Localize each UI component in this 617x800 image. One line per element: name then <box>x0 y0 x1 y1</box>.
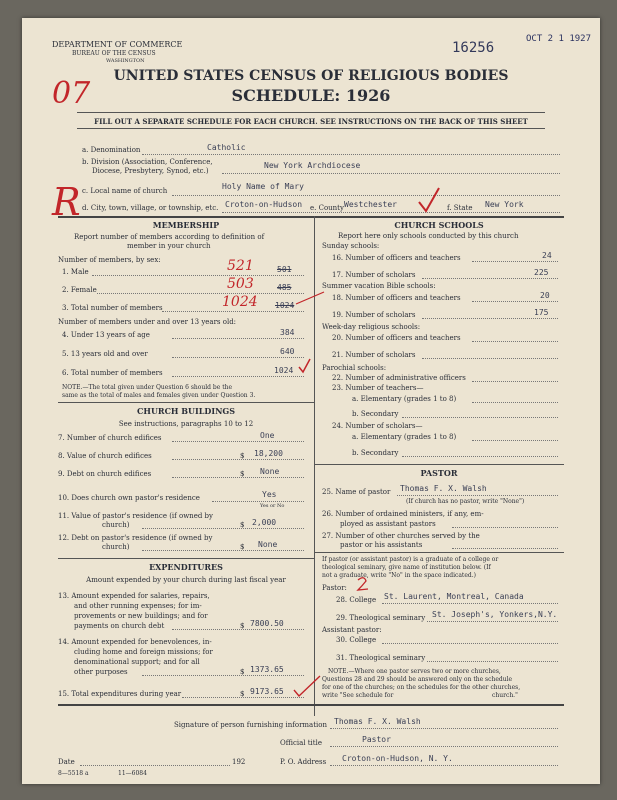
page-subtitle: SCHEDULE: 1926 <box>231 86 391 105</box>
q13-label-3: provements or new buildings; and for <box>74 612 208 620</box>
q24-label: 24. Number of scholars— <box>332 422 423 430</box>
weekday-label: Week-day religious schools: <box>322 323 421 331</box>
q16-value: 24 <box>542 251 552 260</box>
q12-label: 12. Debt on pastor's residence (if owned by <box>58 534 213 542</box>
membership-note-2: same as the total of males and females given under Question 3. <box>62 392 256 399</box>
membership-intro: Report number of members according to definition of <box>74 233 265 241</box>
dollar-sign: $ <box>240 521 245 529</box>
division-label-2: Diocese, Presbytery, Synod, etc.) <box>92 167 209 175</box>
q7-value: One <box>260 431 275 440</box>
q15-value: 9173.65 <box>250 687 284 696</box>
q16-label: 16. Number of officers and teachers <box>332 254 461 262</box>
q12-label-2: church) <box>102 543 130 551</box>
dollar-sign: $ <box>240 452 245 460</box>
county-label: e. County <box>310 204 344 212</box>
q25-label: 25. Name of pastor <box>322 488 391 496</box>
q9-value: None <box>260 467 280 476</box>
membership-intro-2: member in your church <box>127 242 211 250</box>
dollar-sign: $ <box>240 622 245 630</box>
q1-typed-value: 501 <box>277 265 292 274</box>
print-number: 11—6084 <box>118 770 147 777</box>
buildings-sub: See instructions, paragraphs 10 to 12 <box>118 420 254 428</box>
checkmark-icon <box>292 674 322 698</box>
q8-label: 8. Value of church edifices <box>58 452 152 460</box>
q28-label: 28. College <box>336 596 377 604</box>
arrow-mark-icon <box>294 290 328 306</box>
census-schedule <box>22 18 600 784</box>
dollar-sign: $ <box>240 543 245 551</box>
q22-label: 22. Number of administrative officers <box>332 374 466 382</box>
q13-label-4: payments on church debt <box>74 622 165 630</box>
denomination-label: a. Denomination <box>82 146 141 154</box>
by-sex-label: Number of members, by sex: <box>58 256 161 264</box>
checkmark-icon <box>417 186 441 214</box>
summer-label: Summer vacation Bible schools: <box>322 282 436 290</box>
q10-hint: Yes or No <box>260 503 285 509</box>
handwritten-mark-icon <box>356 576 370 592</box>
state-value: New York <box>485 200 524 209</box>
q14-label: 14. Amount expended for benevolences, in- <box>58 638 212 646</box>
q27-label-2: pastor or his assistants <box>340 541 423 549</box>
q2-typed-value: 485 <box>277 283 292 292</box>
address-value: Croton-on-Hudson, N. Y. <box>342 754 453 763</box>
city-label: WASHINGTON <box>106 58 145 64</box>
q24b-label: b. Secondary <box>352 449 399 457</box>
q8-value: 18,200 <box>254 449 283 458</box>
parochial-label: Parochial schools: <box>322 364 387 372</box>
q21-label: 21. Number of scholars <box>332 351 416 359</box>
schedule-number: 16256 <box>452 40 495 56</box>
grad-note-2: theological seminary, give name of institution below. (If <box>322 564 491 571</box>
denomination-value: Catholic <box>207 143 246 152</box>
title-value: Pastor <box>362 735 391 744</box>
q14-label-3: denominational support; and for all <box>74 658 200 666</box>
pastor-note: NOTE.—Where one pastor serves two or more churches, <box>328 668 501 675</box>
dollar-sign: $ <box>240 470 245 478</box>
q18-label: 18. Number of officers and teachers <box>332 294 461 302</box>
q24a-label: a. Elementary (grades 1 to 8) <box>352 433 457 441</box>
q23b-label: b. Secondary <box>352 410 399 418</box>
q25-value: Thomas F. X. Walsh <box>400 484 487 493</box>
membership-note: NOTE.—The total given under Question 6 should be the <box>62 384 233 391</box>
q9-label: 9. Debt on church edifices <box>58 470 152 478</box>
q23a-label: a. Elementary (grades 1 to 8) <box>352 395 457 403</box>
q17-value: 225 <box>534 268 549 277</box>
q11-value: 2,000 <box>252 518 277 527</box>
q26-label: 26. Number of ordained ministers, if any, em- <box>322 510 484 518</box>
q3-label: 3. Total number of members <box>62 304 163 312</box>
q20-label: 20. Number of officers and teachers <box>332 334 461 342</box>
grad-note: If pastor (or assistant pastor) is a graduate of a college or <box>322 556 499 563</box>
pastor-note-4: write "See schedule for <box>322 692 394 699</box>
q23-label: 23. Number of teachers— <box>332 384 424 392</box>
q11-label-2: church) <box>102 521 130 529</box>
title-label: Official title <box>280 739 322 747</box>
q26-label-2: ployed as assistant pastors <box>340 520 436 528</box>
buildings-heading: CHURCH BUILDINGS <box>137 406 235 416</box>
q2-label: 2. Female <box>62 286 97 294</box>
q5-label: 5. 13 years old and over <box>62 350 148 358</box>
expenditures-heading: EXPENDITURES <box>149 562 223 572</box>
church-name-label: c. Local name of church <box>82 187 168 195</box>
assistant-label: Assistant pastor: <box>322 626 382 634</box>
q13-label: 13. Amount expended for salaries, repairs, <box>58 592 210 600</box>
signature-label: Signature of person furnishing information <box>174 721 328 729</box>
city-field-label: d. City, town, village, or township, etc. <box>82 204 219 212</box>
checkmark-icon <box>298 358 312 374</box>
instruction-line: FILL OUT A SEPARATE SCHEDULE FOR EACH CHURCH. SEE INSTRUCTIONS ON THE BACK OF THIS SHEET <box>94 117 528 126</box>
q19-label: 19. Number of scholars <box>332 311 416 319</box>
q25-hint: (If church has no pastor, write "None") <box>406 498 525 505</box>
q13-label-2: and other running expenses; for im- <box>74 602 202 610</box>
membership-heading: MEMBERSHIP <box>152 220 220 230</box>
division-value: New York Archdiocese <box>264 161 361 170</box>
dollar-sign: $ <box>240 690 245 698</box>
q28-value: St. Laurent, Montreal, Canada <box>384 592 524 601</box>
city-value: Croton-on-Hudson <box>225 200 303 209</box>
schools-heading: CHURCH SCHOOLS <box>394 220 484 230</box>
sunday-label: Sunday schools: <box>322 242 380 250</box>
q12-value: None <box>258 540 278 549</box>
pastor-label: Pastor: <box>322 584 347 592</box>
q14-value: 1373.65 <box>250 665 284 674</box>
date-label: Date <box>58 758 75 766</box>
expenditures-intro: Amount expended by your church during last fiscal year <box>86 576 286 584</box>
q6-value: 1024 <box>274 366 294 375</box>
q3-typed-value: 1024 <box>275 301 295 310</box>
q4-label: 4. Under 13 years of age <box>62 331 150 339</box>
q31-label: 31. Theological seminary <box>336 654 426 662</box>
q27-label: 27. Number of other churches served by the <box>322 532 480 540</box>
dollar-sign: $ <box>240 668 245 676</box>
handwritten-07: 07 <box>52 76 91 111</box>
q6-label: 6. Total number of members <box>62 369 163 377</box>
q2-hand-value: 503 <box>227 276 254 292</box>
county-value: Westchester <box>344 200 397 209</box>
pastor-note-2: Questions 28 and 29 should be answered only on the schedule <box>322 676 513 683</box>
q5-value: 640 <box>280 347 295 356</box>
date-stamp: OCT 2 1 1927 <box>526 34 592 44</box>
q17-label: 17. Number of scholars <box>332 271 416 279</box>
pastor-heading: PASTOR <box>420 468 458 478</box>
q29-label: 29. Theological seminary <box>336 614 426 622</box>
church-name-value: Holy Name of Mary <box>222 182 304 191</box>
q11-label: 11. Value of pastor's residence (if owned by <box>58 512 213 520</box>
q10-label: 10. Does church own pastor's residence <box>58 494 200 502</box>
address-label: P. O. Address <box>280 758 327 766</box>
grad-note-3: not a graduate, write "No" in the space indicated.) <box>322 572 476 579</box>
q13-value: 7800.50 <box>250 619 284 628</box>
q3-hand-value: 1024 <box>222 294 258 310</box>
form-number: 8—5518 a <box>58 770 89 777</box>
q1-label: 1. Male <box>62 268 89 276</box>
pastor-note-3: for one of the churches; on the schedules for the other churches, <box>322 684 521 691</box>
q10-value: Yes <box>262 490 277 499</box>
q18-value: 20 <box>540 291 550 300</box>
bureau-label: BUREAU OF THE CENSUS <box>72 50 156 57</box>
signature-value: Thomas F. X. Walsh <box>334 717 421 726</box>
division-label: b. Division (Association, Conference, <box>82 158 213 166</box>
q29-value: St. Joseph's, Yonkers,N.Y. <box>432 610 558 619</box>
dept-label: DEPARTMENT OF COMMERCE <box>52 40 183 49</box>
pastor-note-5: church." <box>492 692 518 699</box>
state-label: f. State <box>447 204 473 212</box>
page-title: UNITED STATES CENSUS OF RELIGIOUS BODIES <box>113 68 509 84</box>
handwritten-r: R <box>52 180 81 224</box>
q15-label: 15. Total expenditures during year <box>58 690 182 698</box>
year-label: 192 <box>232 758 246 766</box>
q14-label-4: other purposes <box>74 668 128 676</box>
q1-hand-value: 521 <box>227 258 254 274</box>
q7-label: 7. Number of church edifices <box>58 434 162 442</box>
q4-value: 384 <box>280 328 295 337</box>
q14-label-2: cluding home and foreign missions; for <box>74 648 213 656</box>
q19-value: 175 <box>534 308 549 317</box>
age-label: Number of members under and over 13 years old: <box>58 318 237 326</box>
schools-intro: Report here only schools conducted by this church <box>338 232 519 240</box>
q30-label: 30. College <box>336 636 377 644</box>
